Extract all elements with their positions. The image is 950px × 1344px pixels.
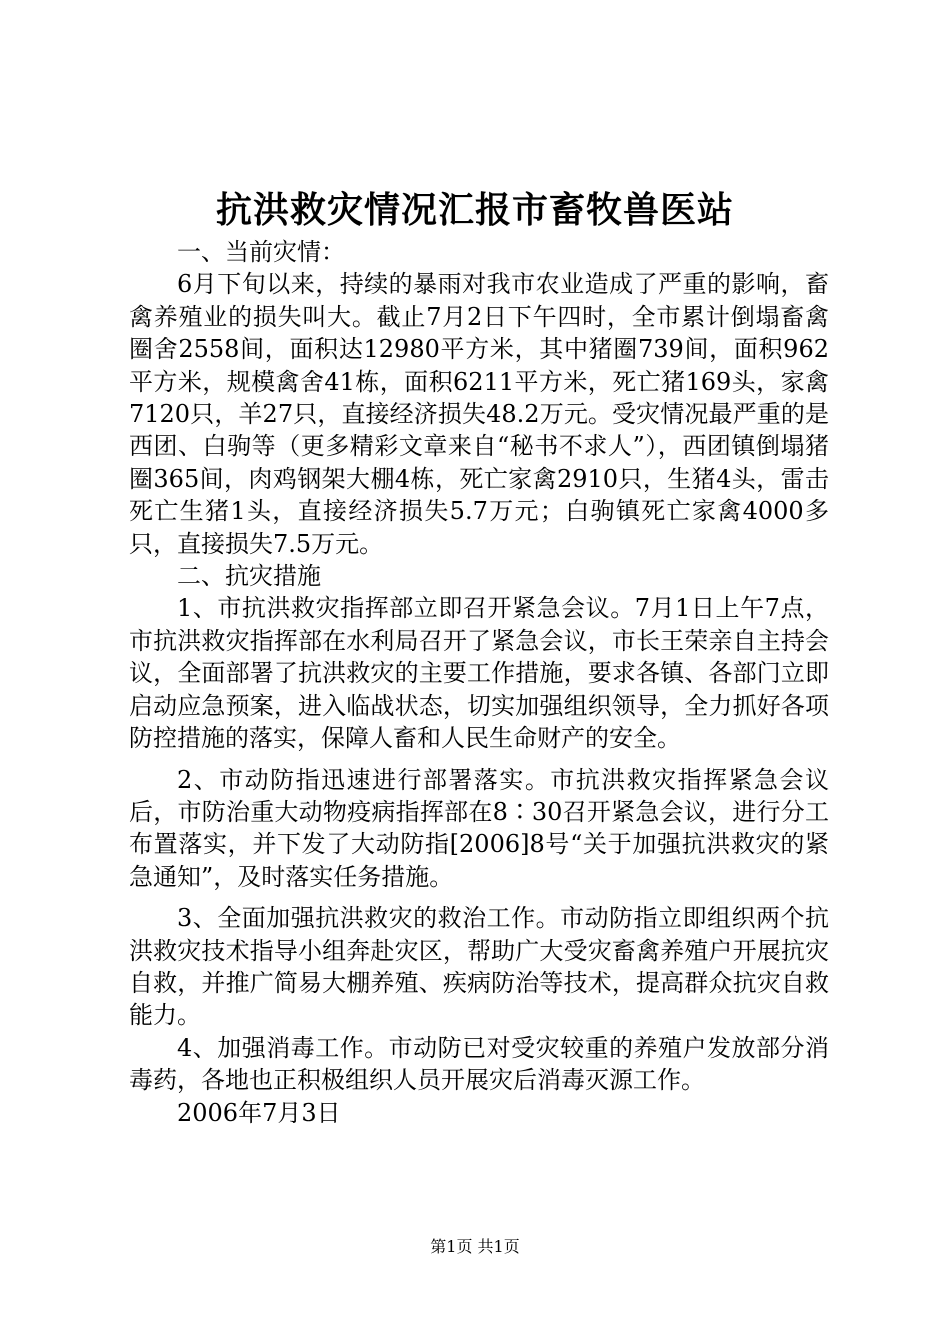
paragraph-measure-1: 1、市抗洪救灾指挥部立即召开紧急会议。7月1日上午7点，市抗洪救灾指挥部在水利局召开了紧急会议，市长王荣亲自主持会议，全面部署了抗洪救灾的主要工作措施，要求各镇、各部门立即启动应急预案，进入临战状态，切实加强组织领导，全力抓好各项防控措施的落实，保障人畜和人民生命财产的安全。 (129, 594, 829, 753)
paragraph-measure-2: 2、市动防指迅速进行部署落实。市抗洪救灾指挥紧急会议后，市防治重大动物疫病指挥部在8∶30召开紧急会议，进行分工布置落实，并下发了大动防指[2006]8号“关于加强抗洪救灾的紧急通知”，及时落实任务措施。 (129, 765, 829, 891)
paragraph-measure-3: 3、全面加强抗洪救灾的救治工作。市动防指立即组织两个抗洪救灾技术指导小组奔赴灾区，帮助广大受灾畜禽养殖户开展抗灾自救，并推广简易大棚养殖、疾病防治等技术，提高群众抗灾自救能力。 (129, 904, 829, 1030)
document-date: 2006年7月3日 (177, 1098, 341, 1127)
section-heading-measures: 二、抗灾措施 (177, 562, 321, 591)
document-body (129, 236, 829, 1129)
document-title: 抗洪救灾情况汇报市畜牧兽医站 (215, 189, 734, 231)
paragraph-disaster-details: 6月下旬以来，持续的暴雨对我市农业造成了严重的影响，畜禽养殖业的损失叫大。截止7月2日下午四时，全市累计倒塌畜禽圈舍2558间，面积达12980平方米，其中猪圈739间，面积962平方米，规模禽舍41栋，面积6211平方米，死亡猪169头，家禽7120只，羊27只，直接经济损失48.2万元。受灾情况最严重的是西团、白驹等（更多精彩文章来自“秘书不求人”），西团镇倒塌猪圈365间，肉鸡钢架大棚4栋，死亡家禽2910只，生猪4头，雷击死亡生猪1头，直接经济损失5.7万元；白驹镇死亡家禽4000多只，直接损失7.5万元。 (129, 270, 829, 558)
page-number-footer: 第1页 共1页 (430, 1237, 520, 1256)
section-heading-current-disaster: 一、当前灾情： (177, 238, 345, 266)
paragraph-measure-4: 4、加强消毒工作。市动防已对受灾较重的养殖户发放部分消毒药，各地也正积极组织人员开展灾后消毒灭源工作。 (129, 1033, 829, 1095)
